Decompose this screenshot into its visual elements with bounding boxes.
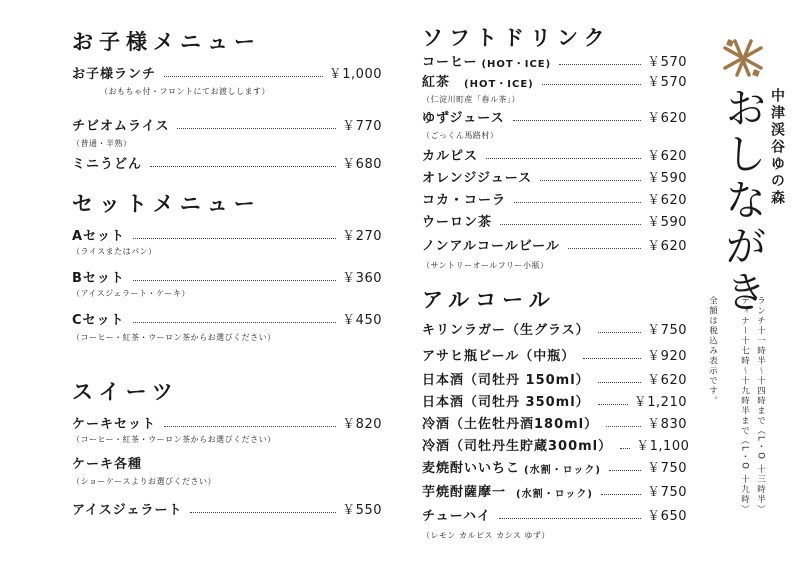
leader-dots [513, 120, 642, 121]
leader-dots [620, 448, 630, 449]
item-price: ￥620 [647, 239, 687, 254]
menu-item-b-set [72, 264, 382, 286]
item-note: （おもちゃ付・フロントにてお渡しします） [100, 87, 270, 96]
leader-dots [514, 202, 641, 203]
menu-item-asahi-bottle [422, 342, 687, 364]
item-price: ￥620 [647, 193, 687, 208]
item-name: Cセット [72, 313, 125, 328]
menu-item-coca-cola [422, 186, 687, 208]
item-note: （レモン カルピス カシス ゆず） [422, 531, 550, 540]
menu-item-sake-350 [422, 388, 687, 410]
leader-dots [583, 358, 641, 359]
item-price: ￥360 [342, 271, 382, 286]
leader-dots [133, 280, 336, 281]
item-name: 芋焼酎薩摩一 [422, 485, 507, 500]
item-price: ￥650 [647, 509, 687, 524]
menu-item-iichiko [422, 454, 687, 476]
menu-item-chibi-omurice [72, 112, 382, 134]
menu-item-c-set [72, 306, 382, 328]
item-name: ゆずジュース [422, 111, 505, 126]
item-name: アイスジェラート [72, 503, 183, 518]
leader-dots [190, 512, 336, 513]
item-name: ウーロン茶 [422, 215, 493, 230]
item-note: （ショーケースよりお選びください） [72, 477, 216, 486]
menu-item-mini-udon [72, 150, 382, 172]
item-name: Bセット [72, 271, 125, 286]
leader-dots [601, 494, 641, 495]
menu-item-oolong-tea [422, 208, 687, 230]
item-name: コカ・コーラ [422, 193, 507, 208]
item-price: ￥1,100 [636, 439, 690, 454]
item-name: 日本酒（司牡丹 350ml） [422, 395, 590, 410]
leader-dots [133, 238, 336, 239]
item-name: コーヒー [422, 55, 478, 70]
item-variant: (HOT・ICE) [481, 59, 552, 70]
leader-dots [499, 518, 641, 519]
item-name: オレンジジュース [422, 171, 533, 186]
item-name: アサヒ瓶ビール（中瓶） [422, 349, 576, 364]
item-name: チビオムライス [72, 119, 170, 134]
menu-item-kirin-lager [422, 316, 687, 338]
item-price: ￥450 [342, 313, 382, 328]
menu-item-chuhai [422, 502, 687, 524]
item-price: ￥620 [647, 149, 687, 164]
menu-item-cold-sake-300 [422, 432, 690, 454]
item-name: 日本酒（司牡丹 150ml） [422, 373, 590, 388]
item-name: 冷酒（土佐牡丹酒180ml） [422, 417, 599, 432]
menu-item-cake-set [72, 410, 382, 432]
leader-dots [164, 426, 336, 427]
dinner-hours: ディナー十七時〜十九時半まで（L・O 十九時） [739, 296, 750, 515]
menu-item-sake-150 [422, 366, 687, 388]
item-price: ￥750 [647, 485, 687, 500]
item-name: カルピス [422, 149, 479, 164]
item-price: ￥590 [647, 171, 687, 186]
item-variant: (HOT・ICE) [464, 79, 534, 90]
soft-drinks-title: ソフトドリンク [422, 26, 611, 50]
menu-item-non-alcohol-beer [422, 232, 687, 254]
leader-dots [133, 322, 337, 323]
item-price: ￥550 [342, 503, 382, 518]
leader-dots [598, 332, 642, 333]
item-price: ￥570 [647, 55, 687, 70]
menu-item-a-set [72, 222, 382, 244]
item-price: ￥1,210 [633, 395, 687, 410]
menu-item-satsuma-ichi [422, 478, 687, 500]
item-name: お子様ランチ [72, 67, 157, 82]
leader-dots [177, 128, 336, 129]
item-price: ￥680 [342, 157, 382, 172]
item-price: ￥620 [647, 111, 687, 126]
item-note: （普通・半熟） [72, 139, 132, 148]
item-price: ￥570 [647, 75, 687, 90]
leader-dots [486, 158, 641, 159]
leader-dots [150, 166, 336, 167]
sweets-title: スイーツ [72, 380, 179, 404]
item-variant: (水割・ロック) [516, 489, 593, 500]
item-price: ￥830 [647, 417, 687, 432]
leader-dots [598, 382, 642, 383]
item-price: ￥270 [342, 229, 382, 244]
menu-item-tea [422, 68, 687, 90]
item-note: （アイスジェラート・ケーキ） [72, 289, 191, 298]
menu-item-cake-varieties [72, 450, 382, 472]
item-note: （コーヒー・紅茶・ウーロン茶からお選びください） [72, 333, 276, 342]
item-note: （仁淀川町産「春ル茶」） [422, 95, 520, 104]
item-name: チューハイ [422, 509, 491, 524]
kids-menu-title: お子様メニュー [72, 30, 261, 54]
menu-main-title: おしながき [719, 86, 768, 316]
lunch-hours: ランチ十一時半〜十四時まで（L・O 十三時半） [755, 296, 766, 515]
leader-dots [164, 76, 323, 77]
menu-item-cold-sake-180 [422, 410, 687, 432]
leader-dots [500, 224, 641, 225]
item-name: Aセット [72, 229, 126, 244]
item-price: ￥750 [647, 323, 687, 338]
item-name: キリンラガー（生グラス） [422, 323, 590, 338]
item-price: ￥590 [647, 215, 687, 230]
set-menu-title: セットメニュー [72, 192, 261, 216]
leader-dots [540, 180, 641, 181]
leader-dots [609, 470, 641, 471]
menu-item-coffee [422, 48, 687, 70]
menu-item-kids-lunch [72, 60, 382, 82]
item-name: 冷酒（司牡丹生貯蔵300ml） [422, 439, 613, 454]
leader-dots [559, 64, 641, 65]
item-name: ケーキセット [72, 417, 157, 432]
item-note: （サントリーオールフリー小瓶） [422, 261, 549, 270]
leader-dots [598, 404, 628, 405]
item-price: ￥770 [342, 119, 382, 134]
item-price: ￥1,000 [328, 67, 382, 82]
item-name: ミニうどん [72, 157, 143, 172]
item-price: ￥820 [342, 417, 382, 432]
menu-item-calpis [422, 142, 687, 164]
item-note: （ごっくん馬路村） [422, 131, 499, 140]
leader-dots [568, 248, 641, 249]
item-name: ノンアルコールビール [422, 239, 560, 254]
tax-note: 全額は税込み表示です。 [707, 296, 718, 406]
item-price: ￥920 [647, 349, 687, 364]
menu-item-orange-juice [422, 164, 687, 186]
leader-dots [542, 84, 641, 85]
item-variant: (水割・ロック) [524, 465, 601, 476]
item-name: ケーキ各種 [72, 457, 143, 472]
alcohol-title: アルコール [422, 288, 556, 312]
item-note: （コーヒー・紅茶・ウーロン茶からお選びください） [72, 435, 276, 444]
item-price: ￥750 [647, 461, 687, 476]
venue-name: 中津渓谷ゆの森 [769, 88, 785, 207]
item-price: ￥620 [647, 373, 687, 388]
item-note: （ライスまたはパン） [72, 247, 157, 256]
ornament-logo-icon [721, 38, 765, 78]
menu-item-yuzu-juice [422, 104, 687, 126]
item-name: 紅茶 [422, 75, 451, 90]
menu-item-ice-gelato [72, 496, 382, 518]
item-name: 麦焼酎いいちこ [422, 461, 521, 476]
leader-dots [606, 426, 641, 427]
